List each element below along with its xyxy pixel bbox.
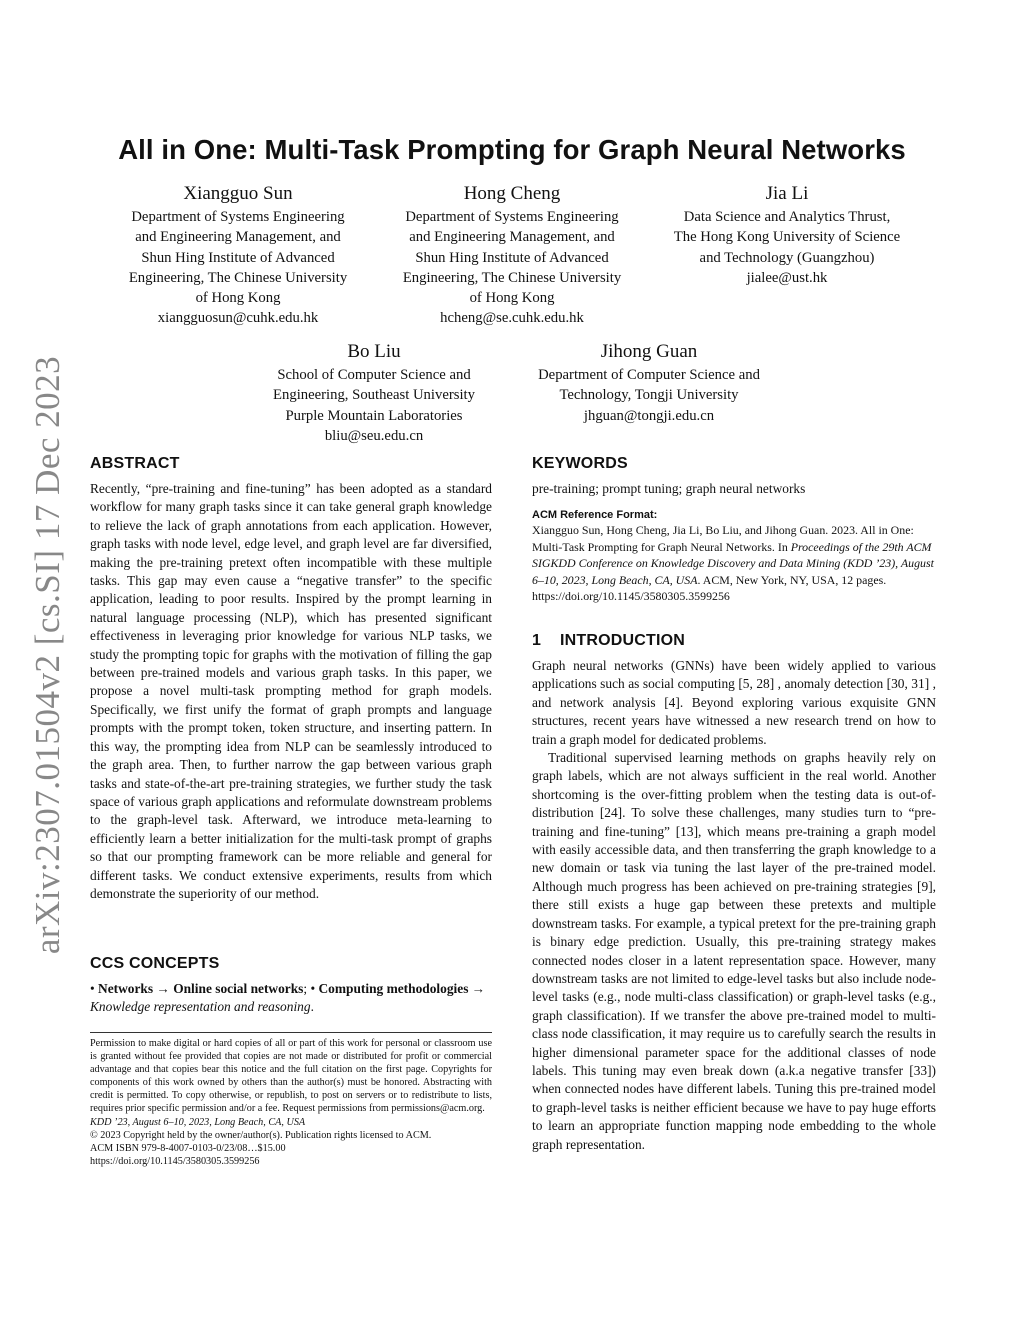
acm-reference-section <box>532 509 936 605</box>
author-block-3 <box>646 182 928 288</box>
ccs-term: Networks <box>98 981 154 996</box>
author-block-1 <box>98 182 378 329</box>
author-email: jhguan@tongji.edu.cn <box>583 407 715 424</box>
author-affiliation: Department of Computer Science and <box>538 367 760 383</box>
author-affiliation: Engineering, The Chinese University <box>402 269 622 286</box>
author-affiliation: School of Computer Science and <box>277 367 471 383</box>
keywords-heading: KEYWORDS <box>532 455 628 472</box>
author-email: bliu@seu.edu.cn <box>324 427 424 444</box>
section-title: INTRODUCTION <box>560 632 686 649</box>
author-affiliation: Shun Hing Institute of Advanced <box>141 249 335 266</box>
introduction-heading <box>532 632 936 650</box>
ccs-separator: ; • <box>303 981 319 996</box>
author-name: Jihong Guan <box>600 341 698 362</box>
author-affiliation: and Engineering Management, and <box>409 229 615 246</box>
permission-block <box>90 1037 492 1168</box>
author-affiliation: The Hong Kong University of Science <box>673 229 901 246</box>
copyright-text: © 2023 Copyright held by the owner/author(s). Publication rights licensed to ACM. <box>90 1129 432 1141</box>
ccs-term: Computing methodologies <box>318 981 469 996</box>
introduction-section <box>532 632 936 1154</box>
author-name: Bo Liu <box>347 341 401 362</box>
acm-reference-text <box>532 522 936 605</box>
abstract-section <box>90 455 492 903</box>
arxiv-stamp <box>18 355 78 955</box>
ccs-heading: CCS CONCEPTS <box>90 955 220 972</box>
ccs-bullet: • <box>90 981 99 996</box>
author-email: hcheng@se.cuhk.edu.hk <box>440 310 584 327</box>
permission-text: Permission to make digital or hard copies of all or part of this work for personal or classroom use is granted without fee provided that copies are not made or distributed for profit or commercial advantage and that copies bear this notice and the full citation on the first page. Copyrights for components of this work owned by others than the author(s) must be honored. Abstracting with credit is permitted. To copy otherwise, or republish, to post on servers or to redistribute to lists, requires prior specific permission and/or a fee. Request permissions from permissions@acm.org. <box>90 1038 492 1115</box>
ccs-text <box>90 980 492 1017</box>
author-block-2 <box>372 182 652 329</box>
author-affiliation: Shun Hing Institute of Advanced <box>415 249 609 266</box>
ccs-term: Online social networks <box>173 981 304 996</box>
isbn-text: ACM ISBN 979-8-4007-0103-0/23/08…$15.00 <box>90 1142 286 1154</box>
ccs-arrow: → <box>468 981 486 996</box>
author-name: Jia Li <box>765 183 809 204</box>
ccs-end: . <box>310 999 314 1015</box>
section-number: 1 <box>532 632 542 649</box>
author-affiliation: of Hong Kong <box>195 290 281 307</box>
author-affiliation: Purple Mountain Laboratories <box>285 407 463 424</box>
keywords-text: pre-training; prompt tuning; graph neural networks <box>532 481 806 496</box>
abstract-heading: ABSTRACT <box>90 455 180 472</box>
author-affiliation: Department of Systems Engineering <box>131 209 345 225</box>
acm-reference-proceedings: Proceedings of the 29th ACM SIGKDD Conference on Knowledge Discovery and Data Mining (KDD ’23), August 6–10, 2023, Long Beach, CA, USA <box>532 539 934 587</box>
acm-reference-authors: Xiangguo Sun, Hong Cheng, Jia Li, Bo Liu, and Jihong Guan. 2023. All in One: Multi-Task Prompting for Graph Neural Networks. In <box>532 523 914 554</box>
author-affiliation: Data Science and Analytics Thrust, <box>683 209 891 225</box>
paper-title: All in One: Multi-Task Prompting for Graph Neural Networks <box>118 134 906 165</box>
doi-link[interactable]: https://doi.org/10.1145/3580305.3599256 <box>90 1155 260 1167</box>
author-name: Xiangguo Sun <box>183 183 293 204</box>
author-affiliation: Department of Systems Engineering <box>405 209 619 225</box>
acm-reference-tail: . ACM, New York, NY, USA, 12 pages. https://doi.org/10.1145/3580305.3599256 <box>532 572 887 604</box>
ccs-section <box>90 955 492 1017</box>
author-email: xiangguosun@cuhk.edu.hk <box>157 310 319 327</box>
keywords-section <box>532 455 936 498</box>
abstract-text: Recently, “pre-training and fine-tuning” has been adopted as a standard workflow for many graph tasks since it can take general graph knowledge to relieve the lack of graph annotations from each application. However, graph tasks with node level, edge level, and graph level are far diversified, making the pre-training pretext often incompatible with these multiple tasks. This gap may even cause a “negative transfer” to the specific application, leading to poor results. Inspired by the prompt learning in natural language processing (NLP), which has presented significant effectiveness in leveraging prior knowledge for various NLP tasks, we study the prompting topic for graphs with the motivation of filling the gap between pre-trained models and various graph tasks. In this paper, we propose a novel multi-task prompting method for graph models. Specifically, we first unify the format of graph prompts and language prompts with the prompt token, token structure, and inserting pattern. In this way, the prompting idea from NLP can be seamlessly introduced to the graph area. Then, to further narrow the gap between various graph tasks and state-of-the-art pre-training strategies, we further study the task space of various graph applications and reformulate downstream problems to the graph-level task. Afterward, we introduce meta-learning to efficiently learn a better initialization for the multi-task prompt of graphs so that our prompting framework can be more reliable and general for different tasks. We conduct extensive experiments, results from which demonstrate the superiority of our method. <box>90 481 492 901</box>
author-name: Hong Cheng <box>463 183 561 204</box>
ccs-arrow: → <box>153 981 174 996</box>
author-affiliation: Engineering, The Chinese University <box>128 269 348 286</box>
author-affiliation: Technology, Tongji University <box>559 387 739 404</box>
acm-reference-label: ACM Reference Format: <box>532 509 658 521</box>
arxiv-stamp-text: arXiv:2307.01504v2 [cs.SI] 17 Dec 2023 <box>28 355 67 955</box>
author-block-5 <box>508 340 790 426</box>
intro-paragraph-1: Graph neural networks (GNNs) have been widely applied to various applications such as social computing [5, 28] , anomaly detection [30, 31] , and network analysis [4]. Beyond exploring various exquisite GNN structures, recent years have witnessed a new research trend on how to train a graph model for dedicated problems. <box>532 658 936 747</box>
ccs-term: Knowledge representation and reasoning <box>90 999 311 1015</box>
author-email: jialee@ust.hk <box>746 269 828 286</box>
venue-text: KDD ’23, August 6–10, 2023, Long Beach, CA, USA <box>90 1116 306 1128</box>
author-block-4 <box>240 340 508 446</box>
author-affiliation: of Hong Kong <box>469 290 555 307</box>
author-affiliation: and Engineering Management, and <box>135 229 341 246</box>
intro-paragraph-2: Traditional supervised learning methods on graphs heavily rely on graph labels, which are not always sufficient in the real world. Another shortcoming is the over-fitting problem when the testing data is out-of-distribution [24]. To solve these challenges, many studies turn to “pre-training and fine-tuning” [13], which means pre-training a graph model with easily accessible data, and then transferring the graph knowledge to a new domain or task via tuning the last layer of the pre-trained model. Although much progress has been achieved on pre-training strategies [9], there still exists a huge gap between these pretexts and multiple downstream tasks. For example, a typical pretext for the pre-training graph is binary edge prediction. Usually, this pre-training strategy makes connected nodes closer in a latent representation space. However, many downstream tasks are not limited to edge-level tasks but also include node-level tasks (e.g., node multi-class classification) or graph-level tasks (e.g., graph classification). If we transfer the above pre-trained model to multi-class node classification, it may require us to carefully search the results in higher dimensional parameter space for the additional classes of node labels. This tuning may even break down (a.k.a negative transfer [33]) when connected nodes have different labels. Tuning this pre-trained model to graph-level tasks is neither efficient because we have to pay huge efforts to learn an appropriate function mapping node embedding to the whole graph representation. <box>532 750 936 1152</box>
author-affiliation: Engineering, Southeast University <box>273 387 475 404</box>
author-affiliation: and Technology (Guangzhou) <box>699 249 875 266</box>
footnote-rule <box>90 1032 492 1033</box>
